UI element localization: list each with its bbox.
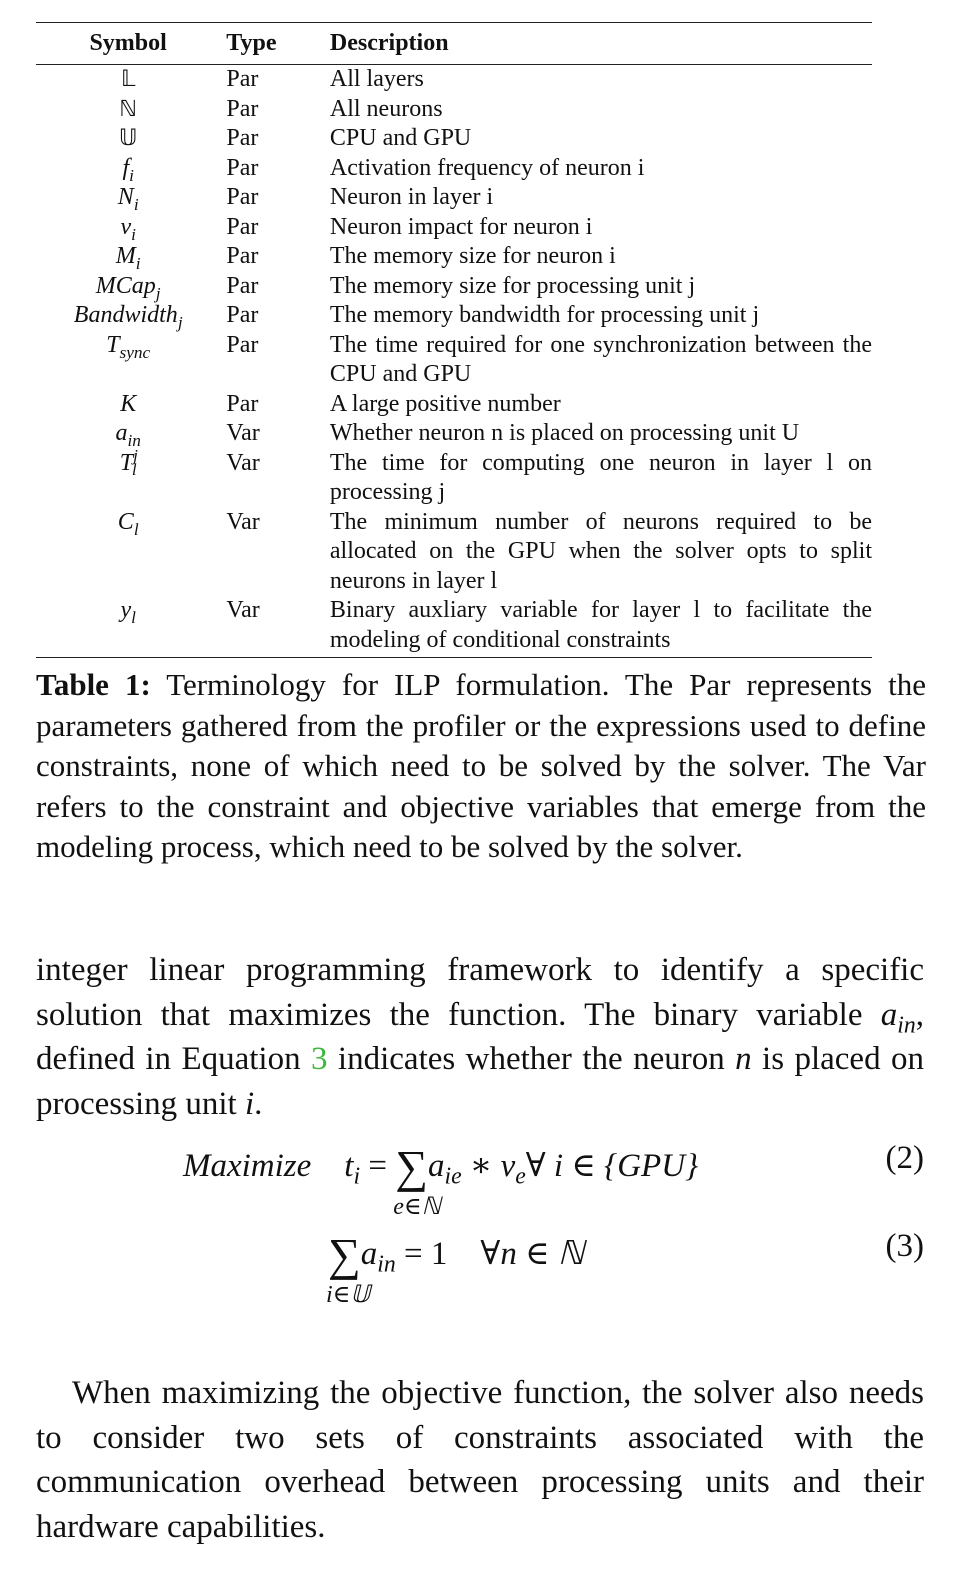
table-row — [36, 183, 872, 213]
para1-text-5: . — [254, 1085, 263, 1122]
summation-icon: ∑ e∈ℕ — [393, 1141, 441, 1220]
cell-type: Par — [226, 184, 259, 210]
equation-3-link[interactable]: 3 — [311, 1041, 328, 1077]
table-row — [36, 449, 872, 508]
cell-symbol: 𝕌 — [119, 126, 138, 151]
var-n: n — [735, 1041, 752, 1077]
para1-text-2: , defined in Equation — [36, 996, 924, 1077]
maximize-label: Maximize — [183, 1148, 312, 1184]
cell-symbol: 𝕃 — [120, 67, 136, 92]
para1-text-4: is placed on processing unit — [36, 1041, 924, 1122]
cell-symbol: MCap$_j$ — [95, 272, 161, 303]
cell-description: Neuron in layer i — [329, 184, 494, 210]
bottom-rule — [36, 657, 872, 658]
table-body — [36, 65, 872, 655]
cell-symbol: K — [120, 390, 137, 417]
table-row — [36, 242, 872, 272]
header-type: Type — [226, 30, 277, 56]
cell-symbol: $M_i$ — [115, 243, 141, 273]
cell-type: Var — [226, 508, 260, 535]
cell-description: The time required for one synchronization between the CPU and GPU — [329, 331, 872, 387]
cell-type: Par — [226, 331, 259, 358]
cell-symbol: ℕ — [119, 96, 138, 122]
cell-description: The memory size for neuron i — [329, 243, 616, 269]
body-paragraph-1 — [36, 948, 924, 1126]
cell-description: Whether neuron n is placed on processing unit U — [329, 420, 800, 446]
cell-symbol: $C_l$ — [117, 508, 139, 539]
para1-text-3: indicates whether the neuron — [327, 1041, 736, 1077]
table-row — [36, 508, 872, 597]
cell-type: Par — [226, 213, 259, 240]
cell-description: The memory bandwidth for processing unit j — [329, 302, 760, 328]
cell-symbol: $T_{sync}$ — [106, 331, 151, 362]
cell-symbol: $v_i$ — [120, 213, 136, 244]
cell-type: Var — [226, 449, 260, 476]
cell-symbol: $T^j_l$ — [119, 445, 138, 480]
var-a-in: $a_{in}$ — [880, 996, 916, 1039]
table-header-row — [36, 23, 872, 64]
cell-description: CPU and GPU — [329, 125, 472, 151]
table-row — [36, 301, 872, 331]
cell-type: Var — [226, 420, 260, 446]
var-i: i — [244, 1085, 255, 1122]
cell-description: All layers — [329, 66, 424, 92]
caption-text: Terminology for ILP formulation. The Par represents the parameters gathered from the profiler or the expressions used to define constraints, none of which need to be solved by the solver. The Var refers to the constraint and objective variables that emerge from the modeling process, which need to be solved by the solver. — [36, 667, 926, 864]
table-row — [36, 213, 872, 243]
table-row — [36, 272, 872, 302]
cell-description: The memory size for processing unit j — [329, 272, 696, 299]
cell-symbol: $N_i$ — [117, 184, 139, 214]
summation-icon: ∑ i∈𝕌 — [326, 1229, 371, 1308]
cell-symbol: $a_{in}$ — [115, 420, 141, 450]
cell-description: Activation frequency of neuron i — [329, 154, 645, 181]
header-symbol: Symbol — [89, 30, 167, 56]
cell-symbol: $y_l$ — [120, 597, 136, 627]
equation-number-3: (3) — [885, 1228, 924, 1264]
table-row — [36, 95, 872, 125]
header-description: Description — [329, 30, 449, 56]
cell-type: Par — [226, 390, 259, 417]
equation-number-2: (2) — [885, 1140, 924, 1176]
table-caption — [36, 665, 926, 868]
table-row — [36, 596, 872, 655]
cell-description: A large positive number — [329, 390, 561, 417]
para1-text-1: integer linear programming framework to identify a specific solution that maximizes the function. The binary variable — [36, 952, 924, 1033]
cell-description: All neurons — [329, 95, 443, 122]
table-row — [36, 124, 872, 154]
table-row — [36, 154, 872, 184]
cell-type: Par — [226, 243, 259, 269]
table-row — [36, 65, 872, 95]
cell-type: Par — [226, 272, 259, 299]
cell-symbol: $f_i$ — [122, 154, 134, 185]
lhs-t: t — [344, 1148, 354, 1184]
table-row — [36, 419, 872, 449]
body-paragraph-2 — [36, 1371, 924, 1549]
para2-text: When maximizing the objective function, the solver also needs to consider two sets of constraints associated with the communication overhead between processing units and their hardware capabilities. — [36, 1375, 924, 1545]
cell-type: Var — [226, 597, 260, 623]
cell-description: The minimum number of neurons required to be allocated on the GPU when the solver opts to split neurons in layer l — [329, 508, 872, 594]
table-row — [36, 331, 872, 390]
cell-type: Par — [226, 66, 259, 92]
cell-description: The time for computing one neuron in layer l on processing j — [329, 449, 872, 505]
cell-type: Par — [226, 302, 259, 328]
cell-type: Par — [226, 125, 259, 151]
caption-label: Table 1: — [36, 667, 151, 702]
cell-type: Par — [226, 95, 259, 122]
cell-description: Neuron impact for neuron i — [329, 213, 593, 240]
terminology-table — [36, 22, 872, 658]
cell-symbol: Bandwidth$_j$ — [73, 302, 183, 332]
table-row — [36, 390, 872, 420]
cell-type: Par — [226, 154, 259, 181]
cell-description: Binary auxliary variable for layer l to facilitate the modeling of conditional constraints — [329, 597, 872, 653]
